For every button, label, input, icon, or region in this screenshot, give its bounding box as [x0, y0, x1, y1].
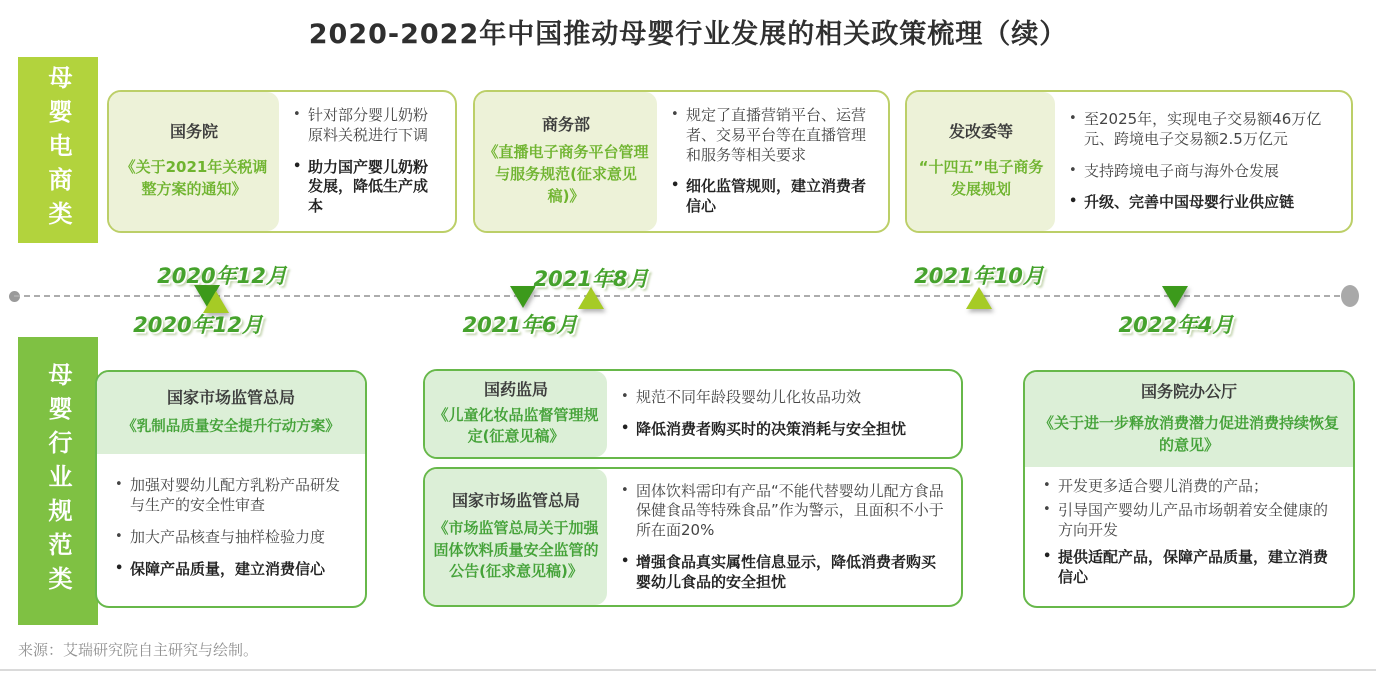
policy-card-header	[1025, 372, 1353, 467]
policy-card-xiaofei	[1023, 370, 1355, 608]
bullet-item: • 针对部分婴儿奶粉原料关税进行下调	[291, 106, 441, 146]
policy-title: “十四五”电子商务发展规划	[918, 158, 1044, 198]
policy-card-header	[425, 371, 607, 457]
policy-card-header	[907, 92, 1055, 231]
bullet-item: • 引导国产婴幼儿产品市场朝着安全健康的方向开发	[1041, 501, 1337, 541]
bullet-item: • 加强对婴幼儿配方乳粉产品研发与生产的安全性审查	[113, 476, 349, 516]
bullet-list	[657, 92, 888, 231]
bullet-item: • 助力国产婴儿奶粉发展，降低生产成本	[291, 158, 441, 217]
policy-card-header	[109, 92, 279, 231]
bullet-item: • 加大产品核查与抽样检验力度	[113, 528, 349, 548]
bullet-list	[279, 92, 455, 231]
timeline-date-label: 2021年8月	[533, 267, 649, 291]
timeline-date-label: 2020年12月	[157, 264, 287, 288]
bullet-list	[1025, 467, 1353, 606]
org-name: 国家市场监管总局	[451, 490, 580, 510]
policy-card-guowuyuan	[107, 90, 457, 233]
policy-card-header	[425, 469, 607, 605]
timeline-date-label: 2021年6月	[462, 313, 578, 337]
timeline-date-label: 2020年12月	[133, 313, 263, 337]
policy-title: 《市场监管总局关于加强固体饮料质量安全监管的公告(征求意见稿)》	[433, 518, 599, 581]
category-label-regulation	[18, 337, 98, 625]
policy-title: 《儿童化妆品监督管理规定(征意见稿》	[433, 405, 599, 446]
org-name: 国家市场监管总局	[166, 388, 295, 408]
page-title: 2020-2022年中国推动母婴行业发展的相关政策梳理（续）	[308, 19, 1068, 50]
bullet-item: • 固体饮料需印有产品“不能代替婴幼儿配方食品保健食品等特殊食品”作为警示，且面积不小于所在面20%	[619, 482, 947, 541]
bullet-item: • 增强食品真实属性信息显示，降低消费者购买婴幼儿食品的安全担忧	[619, 553, 947, 593]
timeline-end-dot	[1341, 285, 1359, 307]
bullet-item: • 规范不同年龄段婴幼儿化妆品功效	[619, 388, 947, 408]
timeline-date-label: 2021年10月	[914, 264, 1044, 288]
org-name: 商务部	[541, 115, 590, 135]
category-label-text: 母婴行业规范类	[44, 362, 72, 600]
policy-card-huazhuangpin	[423, 369, 963, 459]
timeline-marker-down-icon	[510, 286, 536, 308]
bullet-item: • 降低消费者购买时的决策消耗与安全担忧	[619, 420, 947, 440]
bullet-list	[1055, 92, 1351, 231]
policy-title: 《关于进一步释放消费潜力促进消费持续恢复的意见》	[1038, 414, 1339, 454]
policy-card-shangwubu	[473, 90, 890, 233]
bullet-item: • 开发更多适合婴儿消费的产品；	[1041, 477, 1337, 497]
category-label-text: 母婴电商类	[44, 65, 72, 235]
bullet-item: • 保障产品质量，建立消费信心	[113, 560, 349, 580]
timeline-marker-up-icon	[966, 287, 992, 309]
bullet-item: • 支持跨境电子商与海外仓发展	[1067, 162, 1337, 182]
bullet-item: • 至2025年，实现电子交易额46万亿元、跨境电子交易额2.5万亿元	[1067, 110, 1337, 150]
policy-card-header	[97, 372, 365, 454]
policy-title: 《关于2021年关税调整方案的通知》	[120, 158, 268, 198]
bullet-list	[607, 469, 961, 605]
org-name: 发改委等	[948, 122, 1013, 142]
bullet-item: • 升级、完善中国母婴行业供应链	[1067, 193, 1337, 213]
policy-card-guti-yinliao	[423, 467, 963, 607]
bullet-item: • 规定了直播营销平台、运营者、交易平台等在直播管理和服务等相关要求	[669, 106, 874, 165]
bullet-list	[97, 454, 365, 606]
policy-card-rumzhipin	[95, 370, 367, 608]
timeline-marker-down-icon	[1162, 286, 1188, 308]
org-name: 国务院办公厅	[1140, 382, 1237, 402]
source-note: 来源：艾瑞研究院自主研究与绘制。	[18, 641, 259, 659]
bottom-divider	[0, 669, 1376, 671]
policy-card-fagaiwei	[905, 90, 1353, 233]
category-label-ecommerce	[18, 57, 98, 243]
org-name: 国药监局	[483, 379, 548, 399]
policy-card-header	[475, 92, 657, 231]
policy-title: 《乳制品质量安全提升行动方案》	[122, 418, 340, 435]
org-name: 国务院	[169, 122, 218, 142]
policy-title: 《直播电子商务平台管理与服务规范(征求意见稿)》	[483, 143, 649, 205]
bullet-list	[607, 371, 961, 457]
bullet-item: • 提供适配产品，保障产品质量，建立消费信心	[1041, 548, 1337, 588]
bullet-item: • 细化监管规则，建立消费者信心	[669, 177, 874, 217]
timeline-date-label: 2022年4月	[1118, 313, 1234, 337]
